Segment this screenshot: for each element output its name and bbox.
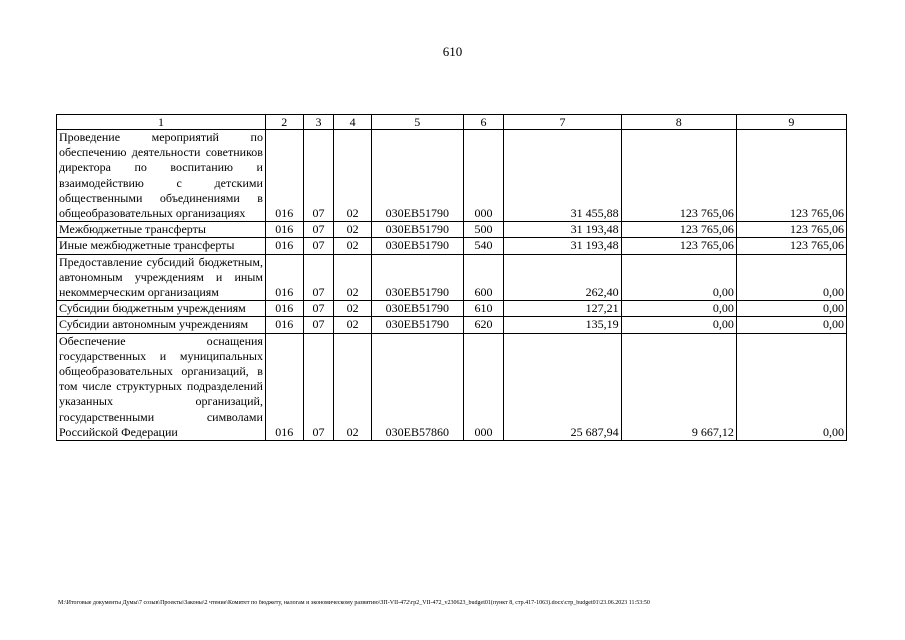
- budget-table: [56, 114, 847, 441]
- sum-col8: 123 765,06: [621, 130, 736, 222]
- table-row: [57, 130, 847, 222]
- type-code: 000: [463, 333, 504, 440]
- ministry-code: 016: [265, 130, 303, 222]
- target-code: 030EB51790: [371, 254, 463, 301]
- target-code: 030EB51790: [371, 317, 463, 333]
- subsection-code: 02: [334, 238, 372, 254]
- type-code: 600: [463, 254, 504, 301]
- subsection-code: 02: [334, 254, 372, 301]
- sum-col8: 0,00: [621, 317, 736, 333]
- section-code: 07: [303, 238, 334, 254]
- type-code: 000: [463, 130, 504, 222]
- sum-col7: 31 455,88: [504, 130, 621, 222]
- table-row: [57, 222, 847, 238]
- ministry-code: 016: [265, 317, 303, 333]
- type-code: 620: [463, 317, 504, 333]
- ministry-code: 016: [265, 333, 303, 440]
- sum-col9: 123 765,06: [736, 130, 846, 222]
- sum-col7: 135,19: [504, 317, 621, 333]
- sum-col8: 0,00: [621, 301, 736, 317]
- document-path-footer: M:\Итоговые документы Думы\7 созыв\Проекты\Законы\2 чтение\Комитет по бюджету, налогам и экономическому развитию\ЗП-VII-472\гр2_VII-472_v230623_budget01(пункт 8, стр.417-1063).docx\стр_budget01\23.06.2023 11:53:50: [58, 600, 650, 606]
- column-header: 9: [736, 115, 846, 130]
- column-header: 2: [265, 115, 303, 130]
- sum-col9: 123 765,06: [736, 222, 846, 238]
- row-name: Субсидии бюджетным учреждениям: [57, 301, 266, 317]
- column-header: 3: [303, 115, 334, 130]
- sum-col8: 123 765,06: [621, 238, 736, 254]
- sum-col8: 9 667,12: [621, 333, 736, 440]
- column-header: 4: [334, 115, 372, 130]
- column-header: 8: [621, 115, 736, 130]
- sum-col7: 31 193,48: [504, 238, 621, 254]
- row-name: Межбюджетные трансферты: [57, 222, 266, 238]
- type-code: 500: [463, 222, 504, 238]
- section-code: 07: [303, 333, 334, 440]
- sum-col7: 31 193,48: [504, 222, 621, 238]
- subsection-code: 02: [334, 317, 372, 333]
- subsection-code: 02: [334, 333, 372, 440]
- sum-col9: 0,00: [736, 333, 846, 440]
- row-name: Иные межбюджетные трансферты: [57, 238, 266, 254]
- sum-col9: 0,00: [736, 254, 846, 301]
- page-number: 610: [442, 44, 463, 59]
- sum-col7: 262,40: [504, 254, 621, 301]
- ministry-code: 016: [265, 254, 303, 301]
- column-header: 5: [371, 115, 463, 130]
- row-name: Проведение мероприятий по обеспечению деятельности советников директора по воспитанию и взаимодействию с детскими общественными объединениями в общеобразовательных организациях: [57, 130, 266, 222]
- row-name: Обеспечение оснащения государственных и муниципальных общеобразовательных организаций, в том числе структурных подразделений указанных организаций, государственными символами Российской Федерации: [57, 333, 266, 440]
- sum-col9: 0,00: [736, 301, 846, 317]
- target-code: 030EB51790: [371, 222, 463, 238]
- subsection-code: 02: [334, 130, 372, 222]
- ministry-code: 016: [265, 222, 303, 238]
- section-code: 07: [303, 254, 334, 301]
- section-code: 07: [303, 130, 334, 222]
- subsection-code: 02: [334, 222, 372, 238]
- subsection-code: 02: [334, 301, 372, 317]
- target-code: 030EB51790: [371, 130, 463, 222]
- target-code: 030EB51790: [371, 238, 463, 254]
- sum-col9: 0,00: [736, 317, 846, 333]
- table-row: [57, 333, 847, 440]
- type-code: 610: [463, 301, 504, 317]
- sum-col7: 127,21: [504, 301, 621, 317]
- section-code: 07: [303, 301, 334, 317]
- type-code: 540: [463, 238, 504, 254]
- sum-col7: 25 687,94: [504, 333, 621, 440]
- target-code: 030EB51790: [371, 301, 463, 317]
- target-code: 030EB57860: [371, 333, 463, 440]
- table-row: [57, 317, 847, 333]
- section-code: 07: [303, 222, 334, 238]
- column-header: 6: [463, 115, 504, 130]
- column-header: 7: [504, 115, 621, 130]
- section-code: 07: [303, 317, 334, 333]
- table-row: [57, 254, 847, 301]
- ministry-code: 016: [265, 301, 303, 317]
- table-row: [57, 301, 847, 317]
- row-name: Предоставление субсидий бюджетным, автономным учреждениям и иным некоммерческим организациям: [57, 254, 266, 301]
- sum-col9: 123 765,06: [736, 238, 846, 254]
- table-row: [57, 238, 847, 254]
- column-header: 1: [57, 115, 266, 130]
- sum-col8: 0,00: [621, 254, 736, 301]
- header-row: [57, 115, 847, 130]
- ministry-code: 016: [265, 238, 303, 254]
- row-name: Субсидии автономным учреждениям: [57, 317, 266, 333]
- sum-col8: 123 765,06: [621, 222, 736, 238]
